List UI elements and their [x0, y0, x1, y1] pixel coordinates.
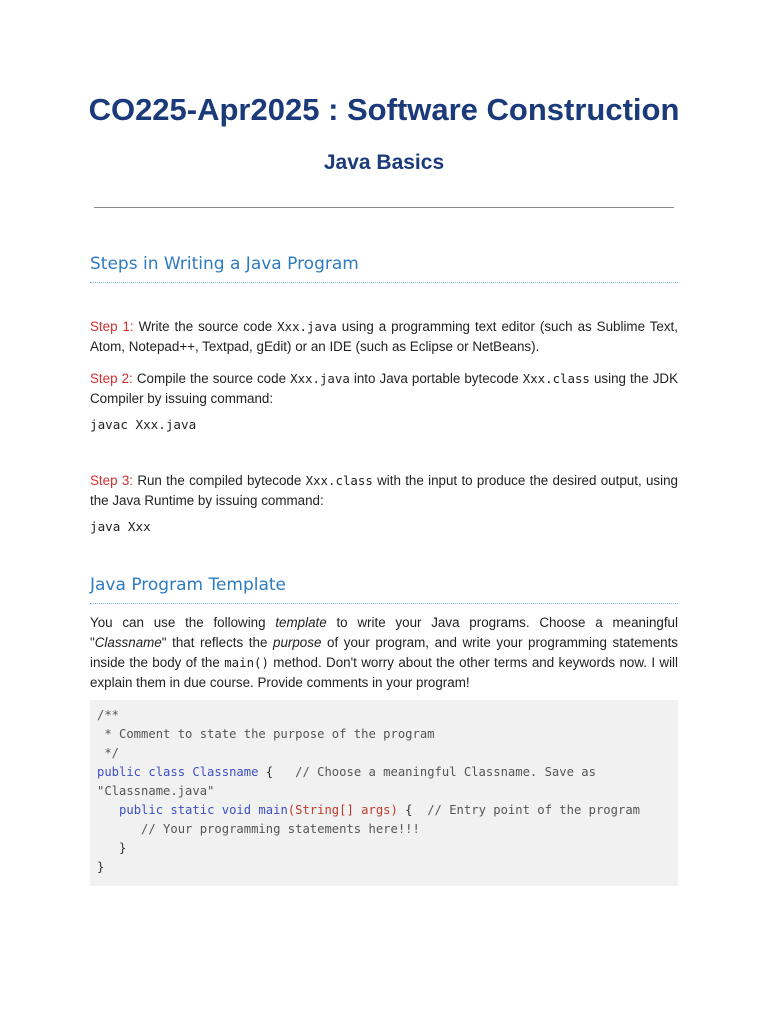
code-main-declaration: public static void main [119, 803, 288, 817]
step-3-label: Step 3: [90, 473, 134, 488]
step-2-code-class: Xxx.class [522, 371, 590, 386]
step-1-code-source: Xxx.java [277, 319, 337, 334]
section-heading-template: Java Program Template [90, 575, 678, 604]
code-line-7: // Your programming statements here!!! [97, 822, 420, 836]
code-class-declaration: public class Classname [97, 765, 259, 779]
code-open-brace: { [258, 765, 296, 779]
step-1-text-b: using a programming text editor (such as Sublime Text, Atom, Notepad++, Textpad, gEdit) or an IDE (such as Eclipse or NetBeans). [90, 319, 678, 354]
code-line-5: "Classname.java" [97, 784, 215, 798]
intro-em-purpose: purpose [273, 635, 322, 650]
code-line-9: } [97, 860, 105, 874]
code-main-params: (String[] args) [287, 803, 398, 817]
step-1-text-a: Write the source code [133, 319, 278, 334]
step-2-text-b: into Java portable bytecode [349, 371, 523, 386]
code-line-1: /** [97, 708, 120, 722]
code-main-comment: // Entry point of the program [427, 803, 640, 817]
code-line-2: * Comment to state the purpose of the program [97, 727, 435, 741]
step-3-code-class: Xxx.class [305, 473, 373, 488]
step-2-code-source: Xxx.java [290, 371, 350, 386]
code-class-comment: // Choose a meaningful Classname. Save as [295, 765, 596, 779]
step-3-text-b: with the input to produce the desired output, using the Java Runtime by issuing command: [90, 473, 678, 508]
step-2-label: Step 2: [90, 371, 133, 386]
intro-code-main: main() [224, 655, 269, 670]
intro-text-d: of your program, and write your programming statements inside the body of the [90, 635, 679, 670]
step-3-text-a: Run the compiled bytecode [133, 473, 306, 488]
intro-text-e: method. Don't worry about the other terms and keywords now. I will explain them in due course. Provide comments in your program! [90, 655, 679, 690]
document-title: CO225-Apr2025 : Software Construction [88, 92, 680, 127]
intro-em-template: template [275, 615, 327, 630]
section-heading-steps: Steps in Writing a Java Program [90, 254, 678, 283]
code-main-brace: { [397, 803, 428, 817]
title-divider [94, 207, 674, 208]
compile-command: javac Xxx.java [90, 417, 197, 432]
step-2-text-c: using the JDK Compiler by issuing command: [90, 371, 679, 406]
run-command: java Xxx [90, 519, 151, 534]
intro-text-b: to write your Java programs. Choose a meaningful " [90, 615, 678, 650]
template-intro-paragraph [90, 613, 678, 693]
code-indent [97, 803, 119, 817]
step-3-paragraph [90, 471, 678, 511]
java-template-code-block [90, 700, 678, 886]
code-line-4 [97, 763, 671, 782]
step-2-paragraph [90, 369, 678, 409]
code-line-6 [97, 801, 671, 820]
step-1-paragraph [90, 317, 678, 357]
intro-text-a: You can use the following [90, 615, 276, 630]
intro-em-classname: Classname [94, 635, 162, 650]
step-2-text-a: Compile the source code [132, 371, 291, 386]
intro-text-c: " that reflects the [161, 635, 273, 650]
document-subtitle: Java Basics [323, 151, 445, 174]
step-1-label: Step 1: [90, 319, 134, 334]
code-line-8: } [97, 841, 127, 855]
code-line-3: */ [97, 746, 120, 760]
